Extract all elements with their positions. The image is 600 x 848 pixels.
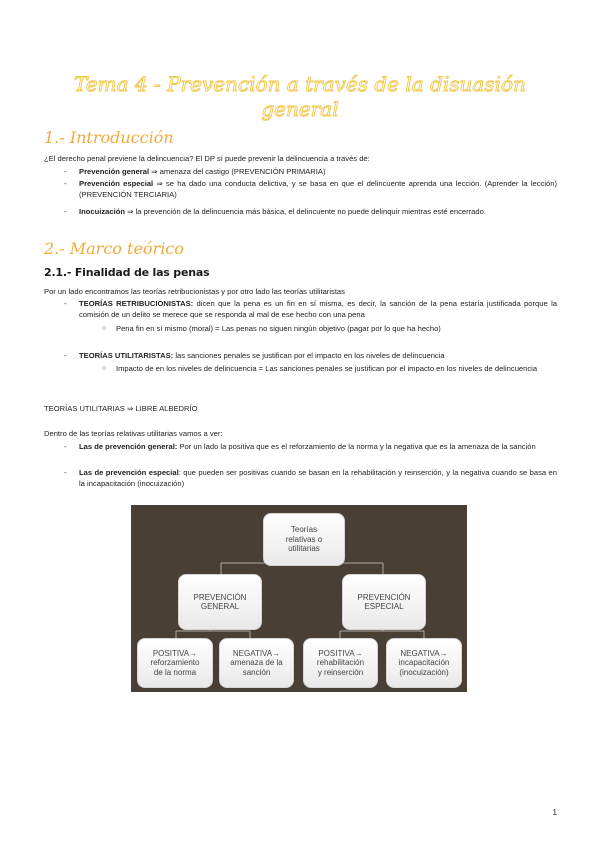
- bullet-circle-icon: ○: [102, 325, 107, 332]
- paragraph: Por un lado encontramos las teorías retribucionistas y por otro lado las teorías utilitaristas: [44, 287, 345, 296]
- section-heading-marco-teorico: 2.- Marco teórico: [44, 239, 184, 258]
- bullet-dash: -: [64, 179, 67, 188]
- sub-list-item: Pena fin en sí mismo (moral) = Las penas no siguen ningún objetivo (pagar por lo que ha hecho): [116, 324, 441, 333]
- list-item: [79, 441, 557, 452]
- list-item: [79, 350, 557, 361]
- list-item: [79, 178, 557, 200]
- diagram-node-prevencion-especial: PREVENCIÓN ESPECIAL: [342, 574, 426, 630]
- list-item: [79, 467, 557, 489]
- theories-diagram: [131, 505, 467, 692]
- item-label: Las de prevención general:: [79, 442, 178, 451]
- intro-question: ¿El derecho penal previene la delincuencia? El DP sí puede prevenir la delincuencia a través de:: [44, 154, 370, 163]
- item-text: las sanciones penales se justifican por el impacto en los niveles de delincuencia: [173, 351, 445, 360]
- subsection-heading: 2.1.- Finalidad de las penas: [44, 266, 210, 279]
- list-item: [79, 298, 557, 320]
- item-text: dicen que la pena es un fin en sí misma, es decir, la sanción de la pena estaría justificada porque la comisión de un delito se merece que se responda al mal de ese hecho con una pena: [79, 299, 557, 319]
- diagram-node-root: Teorías relativas o utilitarias: [263, 513, 345, 566]
- diagram-node-positiva-general: POSITIVA→ reforzamiento de la norma: [137, 638, 213, 688]
- item-text: ⇒ la prevención de la delincuencia más básica, el delincuente no puede delinquir mientras esté encerrado.: [125, 207, 486, 216]
- bullet-dash: -: [64, 167, 67, 176]
- item-text: Por un lado la positiva que es el reforzamiento de la norma y la negativa que es la amenaza de la sanción: [177, 442, 536, 451]
- item-label: Prevención general: [79, 167, 150, 176]
- item-text: ⇒ se ha dado una conducta delictiva, y se basa en que el delincuente aprenda una lección. (Aprender la lección) (PREVENCIÓN TERCIARIA): [79, 179, 557, 199]
- page-title: Tema 4 - Prevención a través de la disuasión general: [74, 72, 526, 121]
- diagram-node-prevencion-general: PREVENCIÓN GENERAL: [178, 574, 262, 630]
- bullet-dash: -: [64, 351, 67, 360]
- item-label: TEORÍAS RETRIBUCIONISTAS:: [79, 299, 194, 308]
- bullet-dash: -: [64, 442, 67, 451]
- sub-list-item: Impacto de en los niveles de delincuencia = Las sanciones penales se justifican por el impacto en los niveles de delincuencia: [116, 364, 538, 373]
- diagram-node-negativa-especial: NEGATIVA→ incapacitación (inocuización): [386, 638, 462, 688]
- item-label: Las de prevención especial: [79, 468, 179, 477]
- bullet-circle-icon: ○: [102, 365, 107, 372]
- list-item: [79, 206, 557, 217]
- item-label: Inocuización: [79, 207, 125, 216]
- bullet-dash: -: [64, 299, 67, 308]
- bullet-dash: -: [64, 468, 67, 477]
- paragraph: TEORÍAS UTILITARIAS ⇒ LIBRE ALBEDRÍO: [44, 404, 198, 413]
- bullet-dash: -: [64, 207, 67, 216]
- diagram-node-positiva-especial: POSITIVA→ rehabilitación y reinserción: [303, 638, 378, 688]
- paragraph: Dentro de las teorías relativas utilitarias vamos a ver:: [44, 429, 223, 438]
- section-heading-introduccion: 1.- Introducción: [44, 128, 174, 147]
- item-label: TEORÍAS UTILITARISTAS:: [79, 351, 174, 360]
- item-label: Prevención especial: [79, 179, 154, 188]
- item-text: ⇒ amenaza del castigo (PREVENCIÓN PRIMARIA): [149, 167, 326, 176]
- list-item: [79, 166, 557, 177]
- page-number: 1: [552, 808, 557, 817]
- item-text: : que pueden ser positivas cuando se basan en la rehabilitación y reinserción, y la negativa cuando se basa en la incapacitación (inocuización): [79, 468, 557, 488]
- diagram-node-negativa-general: NEGATIVA→ amenaza de la sanción: [219, 638, 294, 688]
